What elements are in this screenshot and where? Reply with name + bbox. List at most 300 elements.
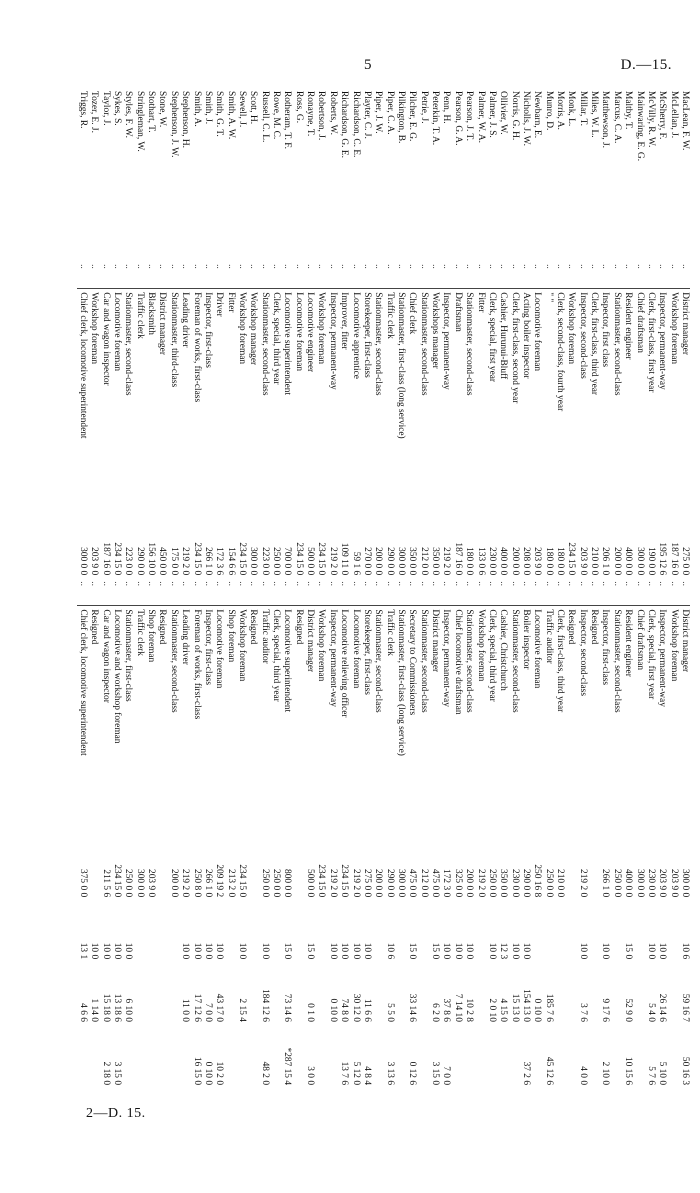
new-position: Stationmaster, second-class (610, 606, 621, 824)
table-row (395, 88, 406, 1088)
amount-b: 11 0 0 (180, 998, 191, 1022)
table-row (486, 88, 497, 1088)
staff-name: Rowe, M. C. (271, 91, 282, 140)
table-row (292, 88, 303, 1088)
previous-salary: 290 0 0 (384, 547, 395, 576)
amount-b: 13 18 6 (112, 993, 123, 1022)
new-position: Resigned (156, 606, 167, 824)
leader-dots: .. (430, 581, 441, 586)
leader-dots: .. (327, 264, 338, 269)
amount-a: 10 6 (384, 942, 395, 960)
previous-position: Inspector, first class (599, 289, 610, 502)
new-salary: 213 2 0 (225, 869, 236, 898)
new-position: District manager (429, 606, 440, 824)
staff-name: Norris, G. H. (509, 91, 520, 141)
amount-c (497, 1025, 508, 1088)
amount-c: 3 15 0 (430, 1061, 441, 1085)
staff-name: Penn, H. (441, 91, 452, 124)
new-position: Shop foreman (145, 606, 156, 824)
amount-b: 3 7 6 (577, 1003, 588, 1022)
previous-salary: 234 15 0 (112, 542, 123, 576)
leader-dots: .. (543, 264, 554, 269)
new-salary (292, 824, 303, 900)
leader-dots: .. (259, 581, 270, 586)
amount-c (270, 1025, 281, 1088)
previous-salary: 400 0 0 (498, 547, 509, 576)
table-row (111, 88, 122, 1088)
new-position: Stationmaster, second-class (167, 606, 178, 824)
staff-name: Rotheram, T. F. (282, 91, 293, 150)
leader-dots: .. (543, 581, 554, 586)
leader-dots: .. (316, 581, 327, 586)
previous-position: Workshop manager (247, 289, 258, 502)
table-row (213, 88, 224, 1088)
previous-salary: 175 0 0 (168, 547, 179, 576)
leader-dots: .. (668, 581, 679, 586)
amount-b: 26 14 6 (657, 993, 668, 1022)
amount-c (588, 1025, 599, 1088)
table-row (315, 88, 326, 1088)
previous-salary: 234 15 0 (566, 542, 577, 576)
table-row (338, 88, 349, 1088)
previous-position: Cashier, Hurunui-Bluff (497, 289, 508, 502)
new-salary: 300 0 0 (680, 869, 690, 898)
leader-dots: .. (316, 264, 327, 269)
new-salary: 250 8 0 (191, 869, 202, 898)
new-position: Locomotive relieving officer (338, 606, 349, 824)
leader-dots: .. (452, 264, 463, 269)
table-row (179, 88, 190, 1088)
staff-name: Stothart, T. (146, 91, 157, 133)
leader-dots: .. (89, 264, 100, 269)
table-row (633, 88, 644, 1088)
table-row (202, 88, 213, 1088)
leader-dots: .. (418, 264, 429, 269)
amount-b: 184 12 6 (259, 989, 270, 1022)
amount-c (554, 1025, 565, 1088)
table-row (565, 88, 576, 1088)
previous-position: Fitter (474, 289, 485, 502)
new-position: Locomotive foreman (531, 606, 542, 824)
leader-dots: .. (520, 581, 531, 586)
leader-dots: .. (282, 264, 293, 269)
amount-c: 10 15 6 (623, 1056, 634, 1085)
amount-b: 15 18 0 (100, 993, 111, 1022)
leader-dots: .. (123, 581, 134, 586)
table-row (463, 88, 474, 1088)
leader-dots: .. (634, 264, 645, 269)
amount-b: 0 1 0 (305, 1003, 316, 1022)
table-row (133, 88, 144, 1088)
new-position: Chief locomotive draftsman (451, 606, 462, 824)
leader-dots: .. (498, 581, 509, 586)
leader-dots: .. (600, 581, 611, 586)
new-salary: 172 3 0 (441, 869, 452, 898)
leader-dots: .. (77, 581, 88, 586)
amount-c: 7 0 0 (441, 1066, 452, 1085)
previous-position: Stationmaster, second-class (258, 289, 269, 502)
previous-position: Inspector, second-class (576, 289, 587, 502)
staff-name: Smith, G. T. (214, 91, 225, 137)
new-position: Locomotive and workshop foreman (111, 606, 122, 824)
staff-name: McVilly, R. W. (645, 91, 656, 148)
amount-a: 10 0 (509, 942, 520, 960)
previous-salary: 300 0 0 (77, 547, 88, 576)
staff-name: Mainwaring, E. G. (634, 91, 645, 162)
table-row (406, 88, 417, 1088)
amount-c (77, 1025, 88, 1088)
amount-b: 7 14 10 (452, 993, 463, 1022)
previous-position: Locomotive foreman (111, 289, 122, 502)
amount-c: 2 18 0 (100, 1061, 111, 1085)
amount-a (542, 900, 553, 962)
table-row (554, 88, 565, 1088)
leader-dots: .. (657, 581, 668, 586)
leader-dots: .. (611, 264, 622, 269)
amount-b: 10 2 8 (464, 998, 475, 1022)
leader-dots: .. (680, 581, 690, 586)
new-position: Clerk, first-class, third year (554, 606, 565, 824)
leader-dots: .. (407, 264, 418, 269)
leader-dots: .. (373, 581, 384, 586)
table-body (77, 88, 690, 1088)
leader-dots: .. (271, 264, 282, 269)
staff-name: McSherry, F. (657, 91, 668, 140)
staff-name: Ronayne, T. (305, 91, 316, 137)
previous-salary: 223 0 0 (259, 547, 270, 576)
staff-name: Richardson, G. E. (339, 91, 350, 158)
amount-c: 4 8 4 (361, 1066, 372, 1085)
previous-salary: 210 0 0 (589, 547, 600, 576)
amount-c (167, 1025, 178, 1088)
staff-name: Miles, W. L. (589, 91, 600, 138)
leader-dots: .. (100, 264, 111, 269)
table-row (281, 88, 292, 1088)
new-salary (247, 824, 258, 900)
previous-position: Driver (213, 289, 224, 502)
new-position: District manager (679, 606, 690, 824)
new-position: Boiler inspector (520, 606, 531, 824)
amount-a (395, 900, 406, 962)
staff-name: Stringleman, W. (134, 91, 145, 152)
amount-b: 17 12 6 (191, 993, 202, 1022)
amount-b: 7 0 0 (202, 1003, 213, 1022)
new-salary (565, 824, 576, 900)
table-row (304, 88, 315, 1088)
leader-dots: .. (634, 581, 645, 586)
previous-salary: 700 0 0 (282, 547, 293, 576)
leader-dots: .. (509, 264, 520, 269)
amount-b (315, 962, 326, 1025)
amount-c (395, 1025, 406, 1088)
leader-dots: .. (657, 264, 668, 269)
new-salary: 375 0 0 (77, 869, 88, 898)
leader-dots: .. (202, 264, 213, 269)
new-salary: 200 0 0 (464, 869, 475, 898)
previous-salary: 195 12 6 (657, 542, 668, 576)
staff-name: Russell, C. L. (259, 91, 270, 143)
previous-position: Leading driver (179, 289, 190, 502)
new-position: Locomotive foreman (213, 606, 224, 824)
leader-dots: .. (384, 581, 395, 586)
leader-dots: .. (259, 264, 270, 269)
new-salary: 219 2 0 (577, 869, 588, 898)
amount-a: 10 0 (441, 942, 452, 960)
leader-dots: .. (361, 264, 372, 269)
amount-a: 10 0 (361, 942, 372, 960)
amount-b (565, 962, 576, 1025)
leader-dots: .. (157, 264, 168, 269)
previous-salary: 187 16 0 (452, 542, 463, 576)
previous-salary: 400 0 0 (623, 547, 634, 576)
new-position: Storekeeper, first-class (361, 606, 372, 824)
amount-a: 10 0 (350, 942, 361, 960)
new-salary: 230 0 0 (645, 869, 656, 898)
leader-dots: .. (191, 581, 202, 586)
previous-salary: 234 15 0 (293, 542, 304, 576)
amount-b: 30 12 0 (350, 993, 361, 1022)
new-salary: 300 0 0 (396, 869, 407, 898)
staff-name: Stephenson, H. (180, 91, 191, 149)
previous-position: Clerk, special, third year (270, 289, 281, 502)
amount-a: 15 0 (305, 942, 316, 960)
previous-position: Locomotive superintendent (281, 289, 292, 502)
previous-position: Locomotive foreman (292, 289, 303, 502)
amount-a: 10 0 (520, 942, 531, 960)
previous-salary: 187 16 0 (668, 542, 679, 576)
amount-a: 10 0 (191, 942, 202, 960)
amount-b: 43 17 0 (214, 993, 225, 1022)
previous-position: " " (542, 289, 553, 502)
new-position: Chief clerk, locomotive superintendent (77, 606, 88, 824)
new-position: Stationmaster, second-class (508, 606, 519, 824)
amount-b: 5 4 0 (645, 1003, 656, 1022)
staff-name: Playter, C. J. (361, 91, 372, 139)
leader-dots: .. (555, 581, 566, 586)
amount-a: 15 0 (282, 942, 293, 960)
previous-position: Stationmaster, second-class (122, 289, 133, 502)
amount-a (554, 900, 565, 962)
leader-dots: .. (214, 264, 225, 269)
previous-position: Acting boiler inspector (520, 289, 531, 502)
previous-salary: 450 0 0 (157, 547, 168, 576)
leader-dots: .. (134, 581, 145, 586)
new-salary: 275 0 0 (361, 869, 372, 898)
amount-a: 13 1 (77, 942, 88, 960)
staff-name: Robertson, J. (316, 91, 327, 141)
staff-name: Palmer, W. A. (475, 91, 486, 143)
leader-dots: .. (396, 264, 407, 269)
table-row (520, 88, 531, 1088)
table-row (270, 88, 281, 1088)
leader-dots: .. (236, 581, 247, 586)
amount-a: 12 3 (498, 942, 509, 960)
staff-name: Marcus, C. A. (611, 91, 622, 144)
table-row (190, 88, 201, 1088)
new-position: Traffic auditor (258, 606, 269, 824)
amount-b: 73 14 6 (282, 993, 293, 1022)
leader-dots: .. (157, 581, 168, 586)
previous-salary: 300 0 0 (396, 547, 407, 576)
new-position: Workshop foreman (667, 606, 678, 824)
amount-b: 4 6 6 (77, 1003, 88, 1022)
previous-position: Foreman of works, first-class (190, 289, 201, 502)
previous-position: Workshop foreman (315, 289, 326, 502)
new-salary: 350 0 0 (498, 869, 509, 898)
new-salary: 266 1 0 (600, 869, 611, 898)
staff-name: Styles, F. W. (123, 91, 134, 138)
amount-a (315, 900, 326, 962)
new-position: Inspector, first-class (599, 606, 610, 824)
amount-b: 37 8 6 (441, 998, 452, 1022)
leader-dots: .. (77, 264, 88, 269)
amount-b: 1 14 0 (89, 998, 100, 1022)
new-salary: 230 0 0 (509, 869, 520, 898)
previous-position: Locomotive foreman (531, 289, 542, 502)
previous-salary: 270 0 0 (361, 547, 372, 576)
new-salary: 400 0 0 (623, 869, 634, 898)
leader-dots: .. (214, 581, 225, 586)
table-row (361, 88, 372, 1088)
amount-a (292, 900, 303, 962)
amount-c: 45 12 6 (543, 1056, 554, 1085)
amount-c (565, 1025, 576, 1088)
new-position: Workshop foreman (236, 606, 247, 824)
leader-dots: .. (441, 581, 452, 586)
previous-position: Clerk, first-class, second year (508, 289, 519, 502)
table-row (588, 88, 599, 1088)
amount-c: 3 0 0 (305, 1066, 316, 1085)
leader-dots: .. (350, 581, 361, 586)
new-salary: 234 15 0 (316, 864, 327, 898)
new-salary: 212 0 0 (418, 869, 429, 898)
staff-name: Taylor, J. (100, 91, 111, 126)
amount-c: 10 2 0 (214, 1061, 225, 1085)
new-position: Resigned (588, 606, 599, 824)
table-row (474, 88, 485, 1088)
amount-a (145, 900, 156, 962)
leader-dots: .. (441, 264, 452, 269)
leader-dots: .. (146, 581, 157, 586)
previous-salary: 109 11 0 (339, 542, 350, 576)
amount-a (372, 900, 383, 962)
amount-a: 10 0 (464, 942, 475, 960)
new-salary: 203 9 0 (146, 869, 157, 898)
previous-position: Workshops manager (429, 289, 440, 502)
new-position: Locomotive superintendent (281, 606, 292, 824)
amount-a (417, 900, 428, 962)
amount-b: 33 14 6 (407, 993, 418, 1022)
leader-dots: .. (282, 581, 293, 586)
previous-position: Stationmaster, second-class (417, 289, 428, 502)
amount-b: 0 10 0 (532, 998, 543, 1022)
new-salary: 475 0 0 (407, 869, 418, 898)
table-row (167, 88, 178, 1088)
amount-c: *287 15 4 (282, 1047, 293, 1085)
leader-dots: .. (623, 264, 634, 269)
new-salary: 203 9 0 (657, 869, 668, 898)
leader-dots: .. (112, 264, 123, 269)
leader-dots: .. (668, 264, 679, 269)
amount-c: 3 13 6 (384, 1061, 395, 1085)
amount-c (247, 1025, 258, 1088)
amount-c: 37 2 6 (520, 1061, 531, 1085)
amount-c (156, 1025, 167, 1088)
amount-b: 15 13 0 (509, 993, 520, 1022)
table-row (99, 88, 110, 1088)
amount-a: 10 0 (657, 942, 668, 960)
previous-salary: 187 16 0 (100, 542, 111, 576)
new-salary (588, 824, 599, 900)
table-row (508, 88, 519, 1088)
new-position: Locomotive foreman (349, 606, 360, 824)
table-row (77, 88, 88, 1088)
amount-a (270, 900, 281, 962)
table-row (122, 88, 133, 1088)
new-salary: 203 9 0 (668, 869, 679, 898)
amount-c (667, 1025, 678, 1088)
new-salary: 266 1 0 (202, 869, 213, 898)
staff-name: Maltby, T. (623, 91, 634, 130)
leader-dots: .. (225, 264, 236, 269)
previous-salary: 350 0 0 (430, 547, 441, 576)
previous-salary: 219 2 0 (441, 547, 452, 576)
previous-position: Locomotive engineer (304, 289, 315, 502)
amount-b (554, 962, 565, 1025)
amount-b: 11 6 6 (361, 998, 372, 1022)
leader-dots: .. (384, 264, 395, 269)
amount-a (588, 900, 599, 962)
page-number: 5 (364, 57, 372, 73)
leader-dots: .. (180, 264, 191, 269)
new-salary: 209 19 2 (214, 864, 225, 898)
leader-dots: .. (611, 581, 622, 586)
amount-b (667, 962, 678, 1025)
new-position: Clerk, special, first year (645, 606, 656, 824)
new-salary: 290 0 0 (384, 869, 395, 898)
amount-b (224, 962, 235, 1025)
amount-c (633, 1025, 644, 1088)
staff-name: Peterkin, T. A. (430, 91, 441, 146)
leader-dots: .. (498, 264, 509, 269)
amount-b: 5 5 0 (384, 1003, 395, 1022)
amount-c (508, 1025, 519, 1088)
amount-b (247, 962, 258, 1025)
table-row (236, 88, 247, 1088)
amount-c: 5 7 6 (645, 1066, 656, 1085)
amount-c (224, 1025, 235, 1088)
amount-b: 6 10 0 (123, 998, 134, 1022)
new-position: Traffic clerk (133, 606, 144, 824)
new-salary: 219 2 0 (180, 869, 191, 898)
previous-salary: 180 0 0 (543, 547, 554, 576)
amount-a: 10 0 (327, 942, 338, 960)
previous-position: Chief clerk (406, 289, 417, 502)
table-row (645, 88, 656, 1088)
new-position: Clerk, special, third year (486, 606, 497, 824)
amount-b (270, 962, 281, 1025)
footer-document-label: 2—D. 15. (86, 1106, 146, 1121)
leader-dots: .. (305, 581, 316, 586)
amount-c (327, 1025, 338, 1088)
staff-name: Munro, D. (543, 91, 554, 131)
staff-name: MacLean, F. W. (680, 91, 690, 151)
staff-name: Smith, J. (202, 91, 213, 125)
amount-b: 74 8 0 (339, 998, 350, 1022)
leader-dots: .. (236, 264, 247, 269)
staff-name: Sykes, S. (112, 91, 123, 126)
new-position: Workshop foreman (315, 606, 326, 824)
